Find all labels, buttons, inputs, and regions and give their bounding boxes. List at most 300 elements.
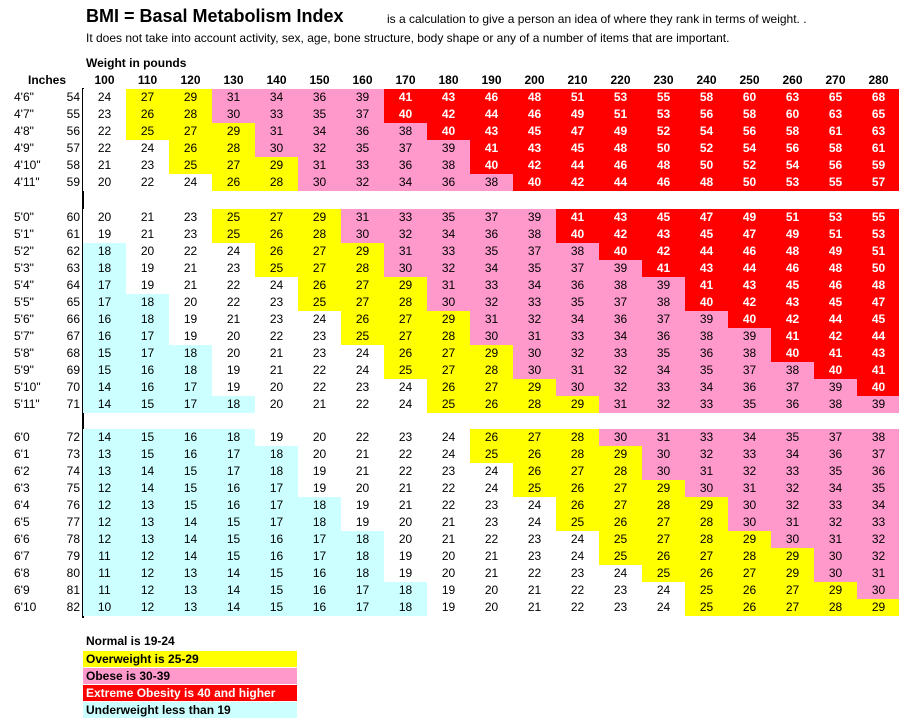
bmi-cell: 34 (513, 277, 556, 294)
bmi-cell: 65 (857, 106, 899, 123)
bmi-cell: 38 (599, 277, 642, 294)
bmi-cell: 20 (212, 345, 255, 362)
bmi-cell: 16 (212, 497, 255, 514)
height-feet: 4'8" (14, 124, 34, 138)
bmi-cell: 11 (83, 582, 126, 599)
table-row (0, 174, 899, 191)
height-inches: 59 (66, 175, 80, 189)
bmi-cell: 43 (470, 123, 513, 140)
bmi-cell: 17 (83, 277, 126, 294)
bmi-cell: 29 (212, 123, 255, 140)
weight-header: 220 (610, 73, 631, 87)
bmi-cell: 27 (384, 311, 427, 328)
bmi-cell: 33 (599, 345, 642, 362)
bmi-cell: 48 (857, 277, 899, 294)
bmi-cell: 19 (427, 582, 470, 599)
bmi-cell: 36 (857, 463, 899, 480)
bmi-cell: 30 (642, 463, 685, 480)
bmi-cell: 37 (642, 311, 685, 328)
bmi-cell: 45 (814, 294, 857, 311)
bmi-cell: 26 (728, 582, 771, 599)
bmi-cell: 31 (814, 531, 857, 548)
bmi-cell: 49 (599, 123, 642, 140)
bmi-cell: 31 (427, 277, 470, 294)
table-row (0, 362, 899, 379)
bmi-cell: 11 (83, 565, 126, 582)
bmi-cell: 26 (556, 480, 599, 497)
bmi-cell: 44 (857, 328, 899, 345)
bmi-cell: 38 (427, 157, 470, 174)
height-feet: 6'10 (14, 600, 37, 614)
bmi-cell: 33 (255, 106, 298, 123)
bmi-cell: 22 (212, 277, 255, 294)
bmi-cell: 20 (427, 565, 470, 582)
bmi-cell: 39 (685, 311, 728, 328)
bmi-cell: 23 (126, 157, 169, 174)
bmi-cell: 15 (126, 446, 169, 463)
bmi-cell: 26 (255, 243, 298, 260)
bmi-cell: 26 (341, 311, 384, 328)
bmi-cell: 56 (814, 157, 857, 174)
bmi-cell: 19 (126, 277, 169, 294)
height-inches: 78 (66, 532, 80, 546)
bmi-cell: 45 (857, 311, 899, 328)
bmi-cell: 26 (513, 463, 556, 480)
bmi-cell: 50 (642, 140, 685, 157)
bmi-cell: 21 (298, 396, 341, 413)
bmi-cell: 36 (298, 89, 341, 106)
height-feet: 6'0 (14, 430, 30, 444)
bmi-cell: 17 (212, 446, 255, 463)
height-inches: 75 (66, 481, 80, 495)
bmi-cell: 13 (126, 531, 169, 548)
bmi-cell: 29 (513, 379, 556, 396)
table-row (0, 582, 899, 599)
table-row (0, 599, 899, 616)
bmi-cell: 55 (857, 209, 899, 226)
bmi-cell: 20 (384, 531, 427, 548)
bmi-cell: 45 (771, 277, 814, 294)
bmi-cell: 14 (83, 396, 126, 413)
bmi-cell: 16 (298, 599, 341, 616)
bmi-cell: 15 (255, 582, 298, 599)
bmi-cell: 28 (513, 396, 556, 413)
bmi-cell: 22 (384, 446, 427, 463)
bmi-cell: 25 (599, 548, 642, 565)
bmi-cell: 15 (83, 345, 126, 362)
bmi-cell: 24 (513, 497, 556, 514)
bmi-cell: 18 (384, 599, 427, 616)
bmi-cell: 33 (814, 497, 857, 514)
bmi-cell: 44 (728, 260, 771, 277)
bmi-cell: 31 (255, 123, 298, 140)
bmi-cell: 13 (169, 565, 212, 582)
bmi-cell: 47 (685, 209, 728, 226)
table-row (0, 480, 899, 497)
bmi-cell: 25 (513, 480, 556, 497)
bmi-cell: 50 (685, 157, 728, 174)
weight-header: 230 (653, 73, 674, 87)
bmi-cell: 18 (341, 565, 384, 582)
bmi-cell: 19 (384, 565, 427, 582)
bmi-cell: 27 (685, 548, 728, 565)
height-inches: 74 (66, 464, 80, 478)
weight-header: 250 (739, 73, 760, 87)
bmi-cell: 21 (513, 582, 556, 599)
height-feet: 5'7" (14, 329, 34, 343)
bmi-cell: 33 (384, 209, 427, 226)
bmi-cell: 38 (642, 294, 685, 311)
bmi-cell: 22 (298, 379, 341, 396)
bmi-cell: 17 (126, 328, 169, 345)
legend-obese: Obese is 30-39 (83, 668, 297, 684)
bmi-cell: 28 (685, 514, 728, 531)
bmi-cell: 15 (83, 362, 126, 379)
bmi-cell: 16 (298, 582, 341, 599)
height-feet: 6'1 (14, 447, 30, 461)
height-inches: 72 (66, 430, 80, 444)
bmi-cell: 23 (169, 226, 212, 243)
bmi-cell: 18 (212, 429, 255, 446)
bmi-cell: 19 (169, 328, 212, 345)
bmi-cell: 41 (642, 260, 685, 277)
bmi-cell: 16 (298, 565, 341, 582)
height-feet: 5'2" (14, 244, 34, 258)
bmi-cell: 13 (169, 599, 212, 616)
bmi-cell: 23 (384, 429, 427, 446)
height-feet: 6'7 (14, 549, 30, 563)
bmi-cell: 39 (857, 396, 899, 413)
bmi-cell: 40 (728, 311, 771, 328)
bmi-cell: 22 (470, 531, 513, 548)
bmi-cell: 20 (341, 480, 384, 497)
bmi-cell: 38 (470, 174, 513, 191)
bmi-cell: 20 (83, 174, 126, 191)
bmi-cell: 28 (556, 446, 599, 463)
bmi-cell: 25 (685, 599, 728, 616)
height-inches: 61 (66, 227, 80, 241)
bmi-cell: 27 (427, 345, 470, 362)
bmi-cell: 14 (126, 463, 169, 480)
bmi-cell: 21 (427, 514, 470, 531)
bmi-cell: 43 (599, 209, 642, 226)
bmi-cell: 33 (470, 277, 513, 294)
bmi-cell: 26 (470, 396, 513, 413)
bmi-cell: 48 (685, 174, 728, 191)
bmi-cell: 58 (685, 89, 728, 106)
bmi-cell: 21 (341, 446, 384, 463)
bmi-cell: 15 (169, 497, 212, 514)
bmi-cell: 27 (341, 294, 384, 311)
bmi-cell: 31 (212, 89, 255, 106)
height-inches: 76 (66, 498, 80, 512)
bmi-cell: 40 (556, 226, 599, 243)
bmi-cell: 61 (814, 123, 857, 140)
bmi-cell: 58 (728, 106, 771, 123)
bmi-cell: 15 (126, 396, 169, 413)
bmi-cell: 13 (83, 446, 126, 463)
legend-underweight: Underweight less than 19 (83, 702, 297, 718)
bmi-cell: 33 (341, 157, 384, 174)
height-inches: 68 (66, 346, 80, 360)
bmi-cell: 14 (83, 379, 126, 396)
bmi-cell: 28 (599, 463, 642, 480)
bmi-cell: 46 (728, 243, 771, 260)
table-row (0, 463, 899, 480)
page-description: It does not take into account activity, sex, age, bone structure, body shape or any of a number of items that are important. (86, 31, 730, 45)
bmi-cell: 23 (83, 106, 126, 123)
bmi-cell: 19 (126, 260, 169, 277)
bmi-cell: 26 (427, 379, 470, 396)
table-row (0, 106, 899, 123)
bmi-cell: 26 (384, 345, 427, 362)
bmi-cell: 14 (212, 599, 255, 616)
bmi-cell: 27 (427, 362, 470, 379)
height-inches: 56 (66, 124, 80, 138)
bmi-cell: 27 (384, 328, 427, 345)
bmi-cell: 20 (126, 243, 169, 260)
bmi-cell: 20 (255, 379, 298, 396)
bmi-cell: 22 (212, 294, 255, 311)
bmi-cell: 36 (427, 174, 470, 191)
bmi-cell: 23 (255, 311, 298, 328)
height-feet: 4'11" (14, 175, 40, 189)
bmi-cell: 22 (126, 174, 169, 191)
weight-header: 160 (352, 73, 373, 87)
table-row (0, 277, 899, 294)
height-feet: 5'8" (14, 346, 34, 360)
bmi-cell: 29 (771, 565, 814, 582)
bmi-cell: 16 (212, 480, 255, 497)
bmi-cell: 11 (83, 548, 126, 565)
bmi-cell: 24 (642, 582, 685, 599)
table-row (0, 396, 899, 413)
page-title: BMI = Basal Metabolism Index (86, 6, 344, 26)
bmi-cell: 37 (384, 140, 427, 157)
bmi-cell: 21 (83, 157, 126, 174)
bmi-cell: 27 (212, 157, 255, 174)
bmi-cell: 36 (728, 379, 771, 396)
bmi-cell: 29 (427, 311, 470, 328)
bmi-cell: 41 (814, 345, 857, 362)
bmi-cell: 28 (642, 497, 685, 514)
bmi-cell: 15 (255, 599, 298, 616)
weight-header: 280 (868, 73, 889, 87)
bmi-cell: 27 (169, 123, 212, 140)
bmi-cell: 24 (126, 140, 169, 157)
bmi-cell: 34 (298, 123, 341, 140)
bmi-cell: 23 (470, 514, 513, 531)
height-feet: 4'7" (14, 107, 34, 121)
bmi-cell: 26 (728, 599, 771, 616)
table-row (0, 226, 899, 243)
height-inches: 82 (66, 600, 80, 614)
bmi-cell: 30 (599, 429, 642, 446)
bmi-cell: 19 (427, 599, 470, 616)
bmi-cell: 59 (857, 157, 899, 174)
bmi-cell: 52 (728, 157, 771, 174)
bmi-cell: 29 (556, 396, 599, 413)
height-feet: 4'6" (14, 90, 34, 104)
bmi-cell: 51 (814, 226, 857, 243)
table-row (0, 497, 899, 514)
bmi-cell: 23 (298, 328, 341, 345)
bmi-cell: 27 (470, 379, 513, 396)
bmi-cell: 21 (384, 480, 427, 497)
bmi-cell: 22 (427, 497, 470, 514)
bmi-cell: 48 (599, 140, 642, 157)
bmi-cell: 25 (341, 328, 384, 345)
bmi-cell: 32 (685, 446, 728, 463)
bmi-cell: 37 (771, 379, 814, 396)
bmi-cell: 28 (255, 174, 298, 191)
bmi-cell: 37 (470, 209, 513, 226)
table-row (0, 379, 899, 396)
bmi-cell: 24 (470, 463, 513, 480)
bmi-cell: 26 (599, 514, 642, 531)
bmi-cell: 16 (83, 328, 126, 345)
bmi-cell: 37 (341, 106, 384, 123)
bmi-cell: 35 (771, 429, 814, 446)
bmi-cell: 13 (83, 463, 126, 480)
bmi-cell: 23 (298, 345, 341, 362)
bmi-cell: 12 (126, 599, 169, 616)
bmi-cell: 27 (513, 429, 556, 446)
bmi-cell: 36 (685, 345, 728, 362)
bmi-cell: 30 (513, 362, 556, 379)
bmi-cell: 24 (83, 89, 126, 106)
bmi-cell: 30 (771, 531, 814, 548)
bmi-cell: 12 (126, 548, 169, 565)
bmi-cell: 34 (384, 174, 427, 191)
bmi-cell: 37 (513, 243, 556, 260)
bmi-cell: 30 (685, 480, 728, 497)
bmi-cell: 29 (470, 345, 513, 362)
legend-extreme-obesity: Extreme Obesity is 40 and higher (83, 685, 297, 701)
bmi-cell: 29 (685, 497, 728, 514)
bmi-cell: 65 (814, 89, 857, 106)
height-inches: 55 (66, 107, 80, 121)
bmi-cell: 42 (814, 328, 857, 345)
bmi-cell: 39 (814, 379, 857, 396)
bmi-cell: 28 (298, 226, 341, 243)
bmi-cell: 19 (341, 514, 384, 531)
bmi-cell: 51 (857, 243, 899, 260)
bmi-cell: 12 (126, 565, 169, 582)
bmi-cell: 34 (728, 429, 771, 446)
bmi-cell: 16 (126, 379, 169, 396)
bmi-cell: 17 (298, 531, 341, 548)
bmi-cell: 40 (814, 362, 857, 379)
bmi-cell: 51 (556, 89, 599, 106)
bmi-cell: 36 (384, 157, 427, 174)
height-inches: 66 (66, 312, 80, 326)
height-inches: 54 (66, 90, 80, 104)
height-feet: 4'10" (14, 158, 41, 172)
bmi-cell: 32 (599, 362, 642, 379)
bmi-cell: 23 (212, 260, 255, 277)
bmi-cell: 43 (427, 89, 470, 106)
bmi-cell: 19 (169, 311, 212, 328)
bmi-cell: 42 (513, 157, 556, 174)
bmi-cell: 19 (212, 379, 255, 396)
bmi-cell: 53 (771, 174, 814, 191)
bmi-cell: 30 (212, 106, 255, 123)
bmi-cell: 40 (384, 106, 427, 123)
bmi-cell: 29 (341, 243, 384, 260)
bmi-cell: 18 (83, 260, 126, 277)
bmi-cell: 56 (771, 140, 814, 157)
bmi-cell: 41 (771, 328, 814, 345)
weight-axis-label: Weight in pounds (86, 56, 187, 70)
table-row (0, 260, 899, 277)
bmi-cell: 28 (556, 429, 599, 446)
bmi-cell: 38 (728, 345, 771, 362)
bmi-cell: 34 (814, 480, 857, 497)
table-row (0, 311, 899, 328)
bmi-cell: 22 (83, 123, 126, 140)
bmi-cell: 18 (83, 243, 126, 260)
bmi-cell: 17 (169, 379, 212, 396)
bmi-cell: 25 (642, 565, 685, 582)
weight-header: 200 (524, 73, 545, 87)
bmi-cell: 19 (255, 429, 298, 446)
bmi-cell: 55 (814, 174, 857, 191)
bmi-cell: 32 (599, 379, 642, 396)
height-feet: 5'6" (14, 312, 34, 326)
bmi-cell: 18 (126, 311, 169, 328)
bmi-cell: 34 (599, 328, 642, 345)
weight-header: 270 (825, 73, 846, 87)
bmi-cell: 24 (642, 599, 685, 616)
bmi-cell: 33 (642, 379, 685, 396)
legend-overweight: Overweight is 25-29 (83, 651, 297, 667)
bmi-cell: 31 (771, 514, 814, 531)
bmi-cell: 48 (513, 89, 556, 106)
bmi-cell: 68 (857, 89, 899, 106)
table-row (0, 548, 899, 565)
bmi-cell: 20 (384, 514, 427, 531)
height-feet: 5'3" (14, 261, 34, 275)
bmi-cell: 40 (685, 294, 728, 311)
bmi-cell: 25 (169, 157, 212, 174)
height-feet: 6'4 (14, 498, 30, 512)
bmi-cell: 35 (556, 294, 599, 311)
bmi-cell: 20 (470, 599, 513, 616)
bmi-cell: 18 (341, 531, 384, 548)
bmi-cell: 27 (298, 243, 341, 260)
bmi-cell: 17 (255, 514, 298, 531)
bmi-cell: 45 (685, 226, 728, 243)
bmi-cell: 20 (470, 582, 513, 599)
bmi-cell: 35 (513, 260, 556, 277)
bmi-cell: 57 (857, 174, 899, 191)
height-feet: 5'0" (14, 210, 34, 224)
bmi-cell: 32 (857, 548, 899, 565)
bmi-cell: 17 (255, 497, 298, 514)
bmi-cell: 14 (212, 582, 255, 599)
bmi-cell: 39 (513, 209, 556, 226)
bmi-cell: 20 (255, 396, 298, 413)
bmi-cell: 24 (427, 446, 470, 463)
bmi-cell: 33 (685, 396, 728, 413)
bmi-cell: 33 (685, 429, 728, 446)
bmi-cell: 36 (556, 277, 599, 294)
bmi-cell: 33 (513, 294, 556, 311)
bmi-cell: 21 (169, 260, 212, 277)
bmi-cell: 27 (642, 531, 685, 548)
bmi-cell: 21 (169, 277, 212, 294)
